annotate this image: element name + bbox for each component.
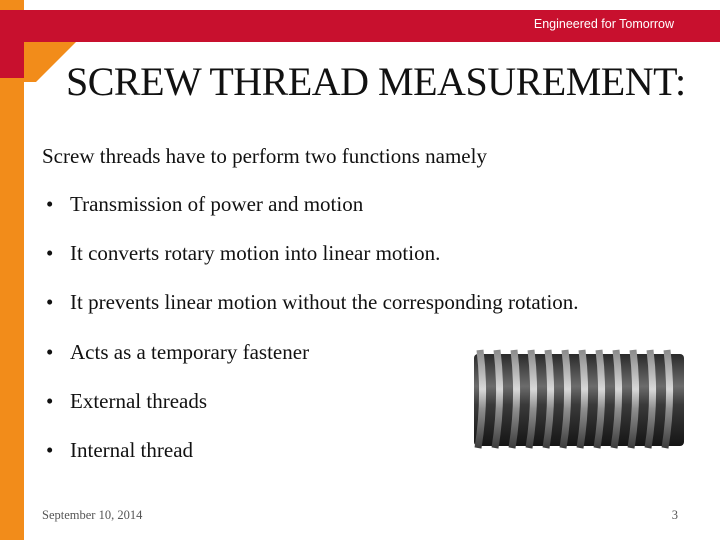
bullet-text: External threads bbox=[70, 388, 208, 413]
bullet-marker: • bbox=[46, 192, 54, 216]
brand-tagline: Engineered for Tomorrow bbox=[533, 17, 674, 31]
intro-text: Screw threads have to perform two functions namely bbox=[42, 144, 487, 168]
bullet-text: Acts as a temporary fastener bbox=[70, 339, 310, 364]
bullet-text: It converts rotary motion into linear motion. bbox=[70, 241, 441, 266]
footer-date: September 10, 2014 bbox=[42, 508, 143, 522]
slide-title: SCREW THREAD MEASUREMENT: bbox=[66, 59, 686, 104]
bullet-marker: • bbox=[46, 241, 54, 266]
page-number: 3 bbox=[671, 508, 678, 522]
bullet-item bbox=[46, 290, 579, 339]
bullet-marker: • bbox=[46, 388, 54, 413]
bullet-text: It prevents linear motion without the corresponding rotation. bbox=[70, 290, 579, 315]
bullet-text: Transmission of power and motion bbox=[70, 192, 364, 216]
screw-thread-image bbox=[470, 346, 690, 452]
bullet-marker: • bbox=[46, 339, 54, 364]
bullet-text: Internal thread bbox=[70, 437, 194, 462]
bullet-item bbox=[46, 241, 579, 290]
bullet-marker: • bbox=[46, 437, 54, 462]
bullet-item bbox=[46, 192, 579, 241]
bullet-marker: • bbox=[46, 290, 54, 315]
